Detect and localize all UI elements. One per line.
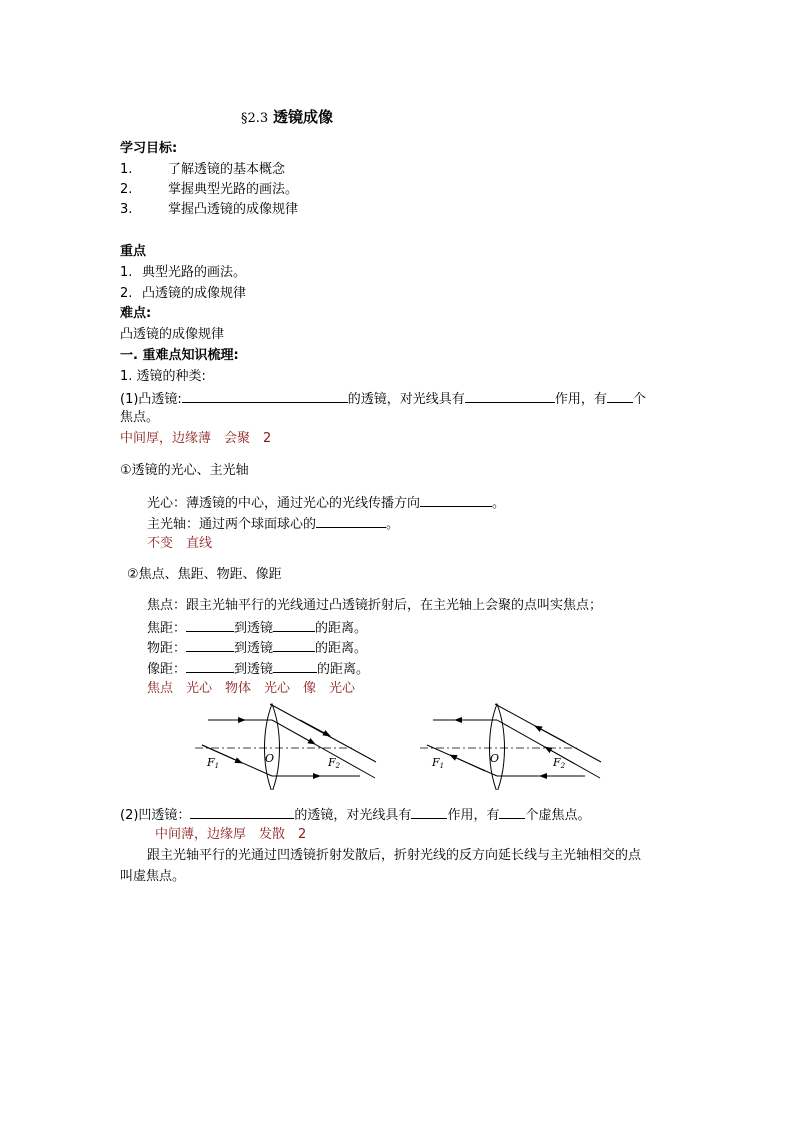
optical-center-label: O	[265, 752, 275, 765]
answer-blank[interactable]	[607, 389, 633, 403]
goal-item: 2. 掌握典型光路的画法。	[120, 182, 299, 197]
convex-lens-shape	[265, 704, 280, 790]
answer-blank[interactable]	[273, 659, 317, 673]
virtual-focus-paragraph: 跟主光轴平行的光通过凹透镜折射发散后，折射光线的反方向延长线与主光轴相交的点	[147, 848, 642, 863]
answer-blank[interactable]	[273, 638, 315, 652]
keypoint-item: 2. 凸透镜的成像规律	[120, 286, 247, 301]
answer-blank[interactable]	[182, 389, 348, 403]
object-distance-question: 物距： 到透镜 的距离。	[147, 638, 367, 658]
convex-lens-diagram-1	[190, 700, 390, 790]
focus-label-f2: F2	[328, 756, 341, 770]
convex-lens-shape	[490, 704, 505, 790]
ray	[270, 704, 376, 762]
focus-label-f1: F1	[432, 756, 445, 770]
goal-item: 3. 掌握凸透镜的成像规律	[120, 202, 299, 217]
answer-blank[interactable]	[186, 659, 234, 673]
item1-answer: 不变 直线	[147, 536, 213, 551]
answer-blank[interactable]	[186, 638, 234, 652]
arrow	[535, 726, 565, 742]
convex-answer: 中间厚，边缘薄 会聚 2	[120, 431, 272, 446]
difficulty-heading: 难点:	[120, 306, 152, 321]
goal-item: 1. 了解透镜的基本概念	[120, 162, 286, 177]
focus-label-f1: F1	[207, 756, 220, 770]
answer-blank[interactable]	[190, 805, 294, 819]
arrow	[300, 720, 330, 736]
circled-one-marker: ①	[120, 463, 132, 478]
answer-blank[interactable]	[186, 618, 234, 632]
item2-answer: 焦点 光心 物体 光心 像 光心	[147, 681, 356, 696]
convex-question-cont: 焦点。	[120, 410, 160, 425]
answer-blank[interactable]	[273, 618, 315, 632]
section-number: §2.3	[241, 111, 269, 126]
arrow	[450, 755, 485, 771]
keypoint-item: 1. 典型光路的画法。	[120, 265, 247, 280]
section-heading: 一. 重难点知识梳理:	[120, 348, 239, 363]
goals-heading: 学习目标:	[120, 141, 178, 156]
optical-center-label: O	[490, 752, 500, 765]
concave-answer: 中间薄，边缘厚 发散 2	[155, 827, 307, 842]
concave-question: (2)凹透镜： 的透镜，对光线具有 作用，有 个虚焦点。	[120, 805, 590, 825]
page-title	[241, 108, 333, 128]
answer-blank[interactable]	[411, 805, 447, 819]
answer-blank[interactable]	[465, 389, 555, 403]
answer-blank[interactable]	[316, 514, 386, 528]
difficulty-text: 凸透镜的成像规律	[120, 327, 225, 342]
image-distance-question: 像距： 到透镜 的距离。	[147, 659, 369, 679]
answer-blank[interactable]	[420, 493, 492, 507]
circled-two-marker: ②	[127, 567, 139, 582]
item2-heading: ②焦点、焦距、物距、像距	[127, 567, 282, 582]
convex-lens-diagram-2	[415, 700, 615, 790]
keypoints-heading: 重点	[120, 244, 147, 259]
principal-axis-question: 主光轴：通过两个球面球心的 。	[147, 514, 399, 534]
item1-heading: ①透镜的光心、主光轴	[120, 463, 249, 478]
focal-length-question: 焦距： 到透镜 的距离。	[147, 618, 367, 638]
focus-definition: 焦点：跟主光轴平行的光线通过凸透镜折射后，在主光轴上会聚的点叫实焦点；	[147, 598, 603, 613]
virtual-focus-paragraph-cont: 叫虚焦点。	[120, 869, 186, 884]
answer-blank[interactable]	[499, 805, 525, 819]
optical-center-question: 光心：薄透镜的中心，通过光心的光线传播方向 。	[147, 493, 505, 513]
title-text: 透镜成像	[272, 108, 333, 126]
convex-question: (1)凸透镜: 的透镜，对光线具有 作用，有 个	[120, 389, 646, 409]
focus-label-f2: F2	[553, 756, 566, 770]
subsection-heading: 1. 透镜的种类:	[120, 369, 206, 384]
